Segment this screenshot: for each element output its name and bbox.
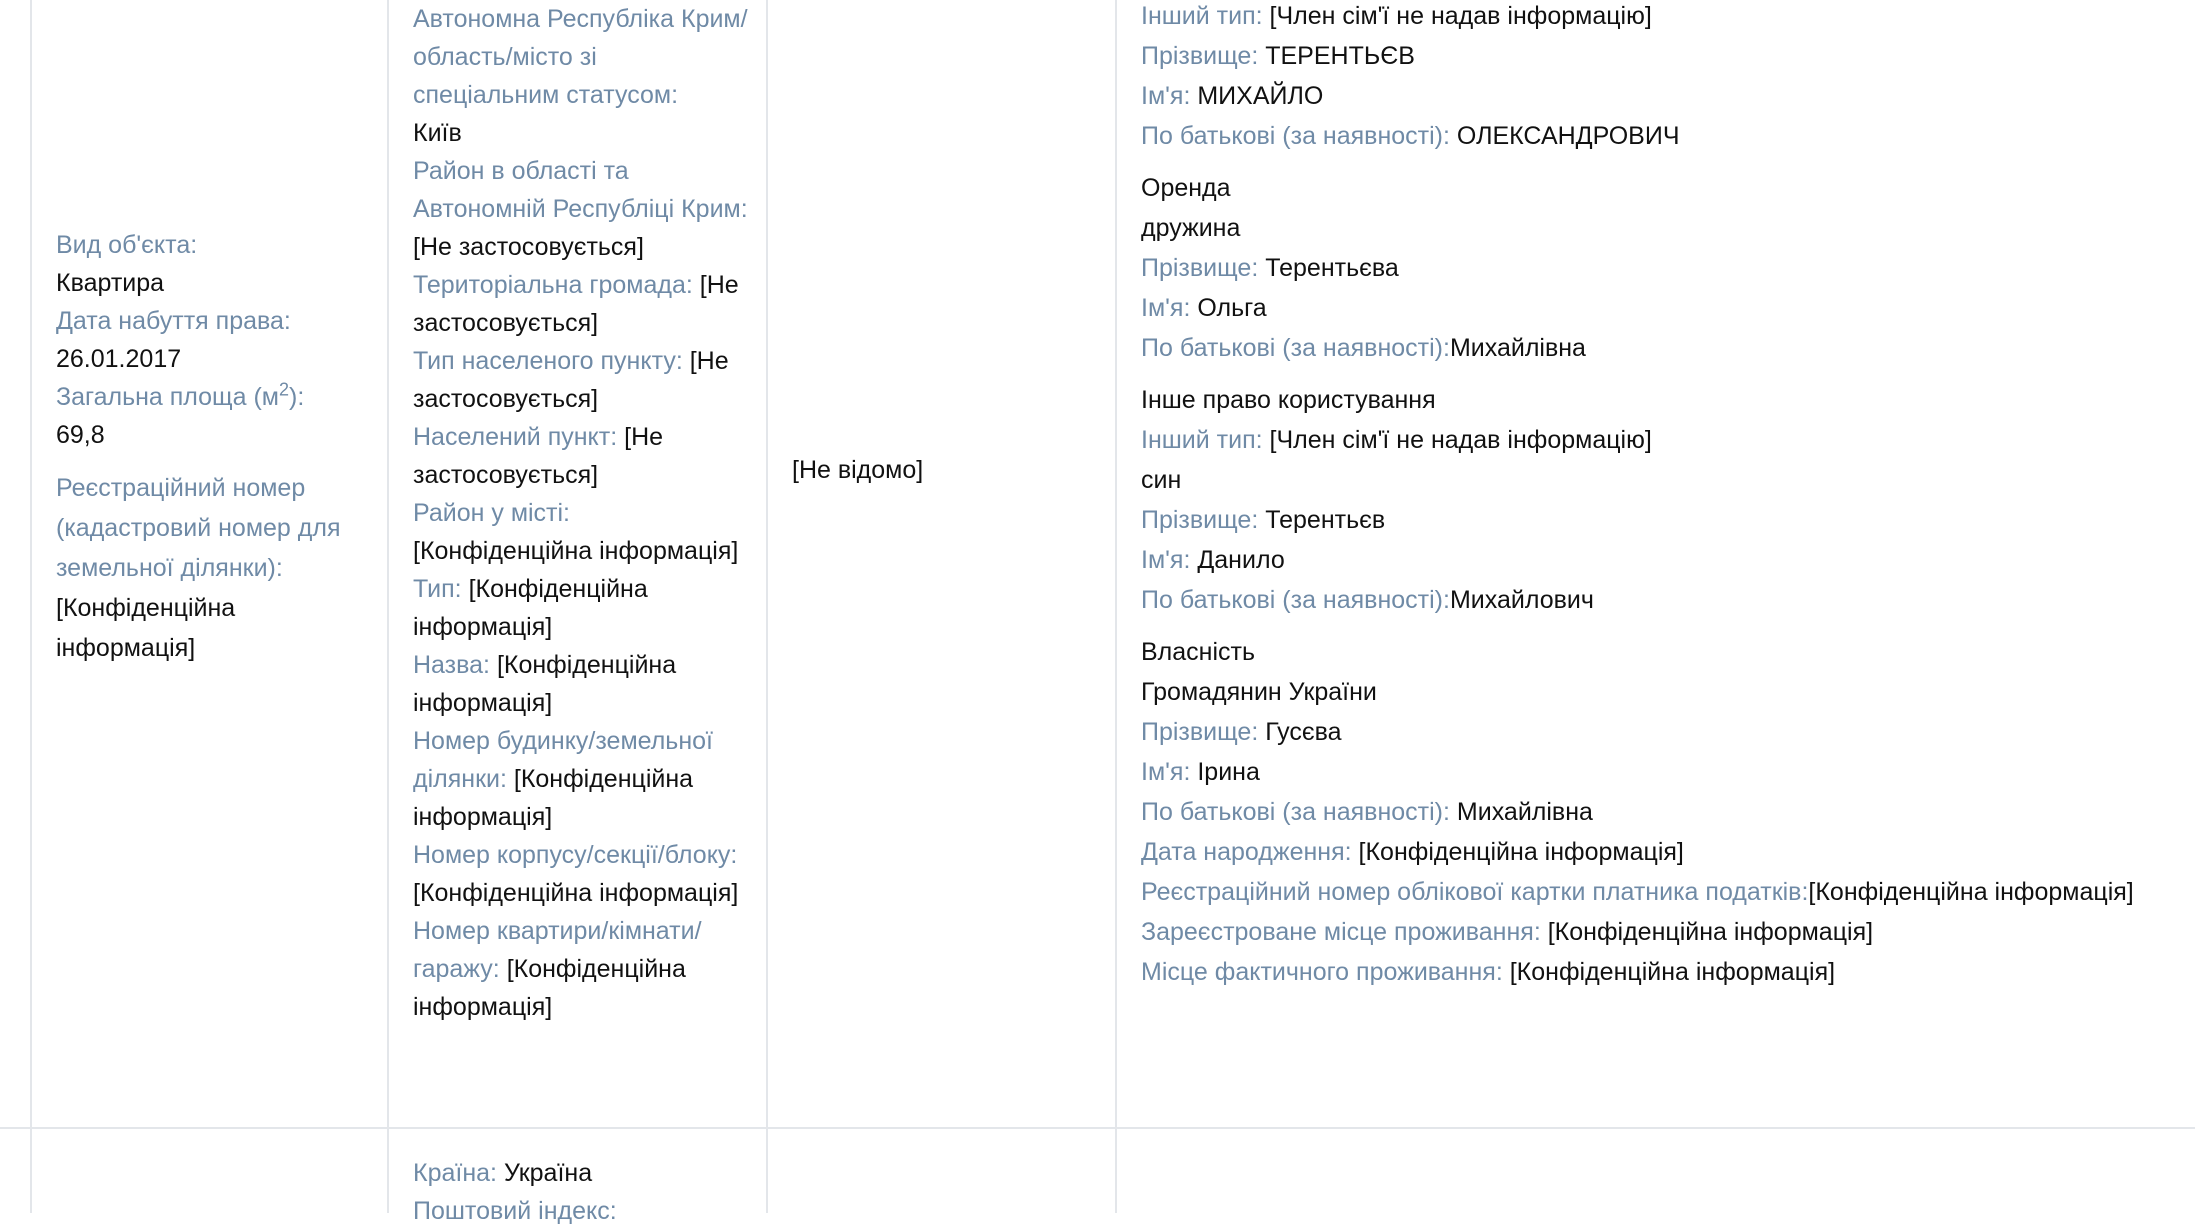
rights-cell bbox=[1141, 0, 2195, 992]
patronymic-label: По батькові (за наявності): bbox=[1141, 798, 1450, 826]
apartment-number-label: Номер квартири/кімнати/гаражу: bbox=[413, 917, 702, 983]
patronymic-label: По батькові (за наявності): bbox=[1141, 586, 1450, 614]
value-cell bbox=[792, 451, 1092, 489]
house-number-label: Номер будинку/земельної ділянки: bbox=[413, 727, 713, 793]
name-label: Ім'я: bbox=[1141, 758, 1191, 786]
registration-number-value: [Конфіденційна інформація] bbox=[56, 594, 236, 662]
district-value: [Не застосовується] bbox=[413, 233, 644, 261]
relation-value: син bbox=[1141, 466, 1182, 494]
patronymic-label: По батькові (за наявності): bbox=[1141, 122, 1450, 150]
name-value: Данило bbox=[1197, 546, 1285, 574]
patronymic-value: Михайлович bbox=[1449, 586, 1594, 614]
name-value: Ірина bbox=[1197, 758, 1260, 786]
birth-date-value: [Конфіденційна інформація] bbox=[1358, 838, 1684, 866]
column-divider bbox=[30, 0, 32, 1213]
region-value: Київ bbox=[413, 119, 462, 147]
column-divider bbox=[1115, 0, 1117, 1213]
city-district-value: [Конфіденційна інформація] bbox=[413, 537, 739, 565]
street-name-value: [Конфіденційна інформація] bbox=[413, 651, 677, 717]
building-number-label: Номер корпусу/секції/блоку: bbox=[413, 841, 738, 869]
settlement-label: Населений пункт: bbox=[413, 423, 618, 451]
object-info-cell bbox=[56, 226, 356, 668]
name-label: Ім'я: bbox=[1141, 546, 1191, 574]
other-type-label: Інший тип: bbox=[1141, 2, 1263, 30]
name-value: Ольга bbox=[1197, 294, 1267, 322]
total-area-value: 69,8 bbox=[56, 421, 105, 449]
object-type-value: Квартира bbox=[56, 269, 165, 297]
birth-date-label: Дата народження: bbox=[1141, 838, 1352, 866]
name-label: Ім'я: bbox=[1141, 82, 1191, 110]
street-name-label: Назва: bbox=[413, 651, 490, 679]
region-label: Автономна Республіка Крим/область/місто зі спеціальним статусом: bbox=[413, 5, 748, 109]
district-label: Район в області та Автономній Республіці Крим: bbox=[413, 157, 748, 223]
person-block bbox=[1141, 168, 2195, 368]
object-type-label: Вид об'єкта: bbox=[56, 231, 198, 259]
settlement-type-value: [Не застосовується] bbox=[413, 347, 729, 413]
other-type-label: Інший тип: bbox=[1141, 426, 1263, 454]
relation-value: дружина bbox=[1141, 214, 1241, 242]
patronymic-value: Михайлівна bbox=[1449, 334, 1586, 362]
patronymic-label: По батькові (за наявності): bbox=[1141, 334, 1450, 362]
surname-value: Терентьєва bbox=[1265, 254, 1399, 282]
surname-label: Прізвище: bbox=[1141, 506, 1259, 534]
name-value: МИХАЙЛО bbox=[1197, 82, 1324, 110]
surname-label: Прізвище: bbox=[1141, 42, 1259, 70]
surname-value: ТЕРЕНТЬЄВ bbox=[1265, 42, 1415, 70]
surname-label: Прізвище: bbox=[1141, 254, 1259, 282]
column-divider bbox=[766, 0, 768, 1213]
street-type-label: Тип: bbox=[413, 575, 462, 603]
person-block bbox=[1141, 632, 2195, 992]
building-number-value: [Конфіденційна інформація] bbox=[413, 879, 739, 907]
house-number-value: [Конфіденційна інформація] bbox=[413, 765, 694, 831]
country-value: Україна bbox=[503, 1159, 593, 1187]
community-value: [Не застосовується] bbox=[413, 271, 739, 337]
city-district-label: Район у місті: bbox=[413, 499, 571, 527]
other-type-value: [Член сім'ї не надав інформацію] bbox=[1269, 2, 1652, 30]
registered-address-label: Зареєстроване місце проживання: bbox=[1141, 918, 1541, 946]
settlement-value: [Не застосовується] bbox=[413, 423, 664, 489]
postal-code-label: Поштовий індекс: bbox=[413, 1197, 617, 1225]
acquisition-date-value: 26.01.2017 bbox=[56, 345, 182, 373]
value-unknown: [Не відомо] bbox=[792, 456, 924, 484]
surname-value: Гусєва bbox=[1265, 718, 1342, 746]
other-type-value: [Член сім'ї не надав інформацію] bbox=[1269, 426, 1652, 454]
right-type-value: Оренда bbox=[1141, 174, 1231, 202]
address-cell bbox=[413, 0, 749, 1026]
actual-address-value: [Конфіденційна інформація] bbox=[1509, 958, 1836, 986]
right-type-value: Інше право користування bbox=[1141, 386, 1436, 414]
acquisition-date-label: Дата набуття права: bbox=[56, 307, 291, 335]
total-area-label: Загальна площа $(м^2)$: bbox=[56, 379, 305, 411]
patronymic-value: Михайлівна bbox=[1456, 798, 1593, 826]
row2-address-cell bbox=[413, 1154, 749, 1230]
tax-number-label: Реєстраційний номер облікової картки платника податків: bbox=[1141, 878, 1809, 906]
row-divider bbox=[0, 1127, 2195, 1129]
registration-number-label: Реєстраційний номер (кадастровий номер для земельної ділянки): bbox=[56, 474, 341, 582]
person-block bbox=[1141, 380, 2195, 620]
person-block bbox=[1141, 0, 2195, 156]
citizenship-value: Громадянин України bbox=[1141, 678, 1377, 706]
actual-address-label: Місце фактичного проживання: bbox=[1141, 958, 1503, 986]
registered-address-value: [Конфіденційна інформація] bbox=[1547, 918, 1874, 946]
name-label: Ім'я: bbox=[1141, 294, 1191, 322]
apartment-number-value: [Конфіденційна інформація] bbox=[413, 955, 686, 1021]
surname-label: Прізвище: bbox=[1141, 718, 1259, 746]
tax-number-value: [Конфіденційна інформація] bbox=[1808, 878, 2134, 906]
street-type-value: [Конфіденційна інформація] bbox=[413, 575, 648, 641]
patronymic-value: ОЛЕКСАНДРОВИЧ bbox=[1456, 122, 1680, 150]
community-label: Територіальна громада: bbox=[413, 271, 693, 299]
column-divider bbox=[387, 0, 389, 1213]
country-label: Країна: bbox=[413, 1159, 497, 1187]
right-type-value: Власність bbox=[1141, 638, 1256, 666]
settlement-type-label: Тип населеного пункту: bbox=[413, 347, 683, 375]
surname-value: Терентьєв bbox=[1265, 506, 1386, 534]
